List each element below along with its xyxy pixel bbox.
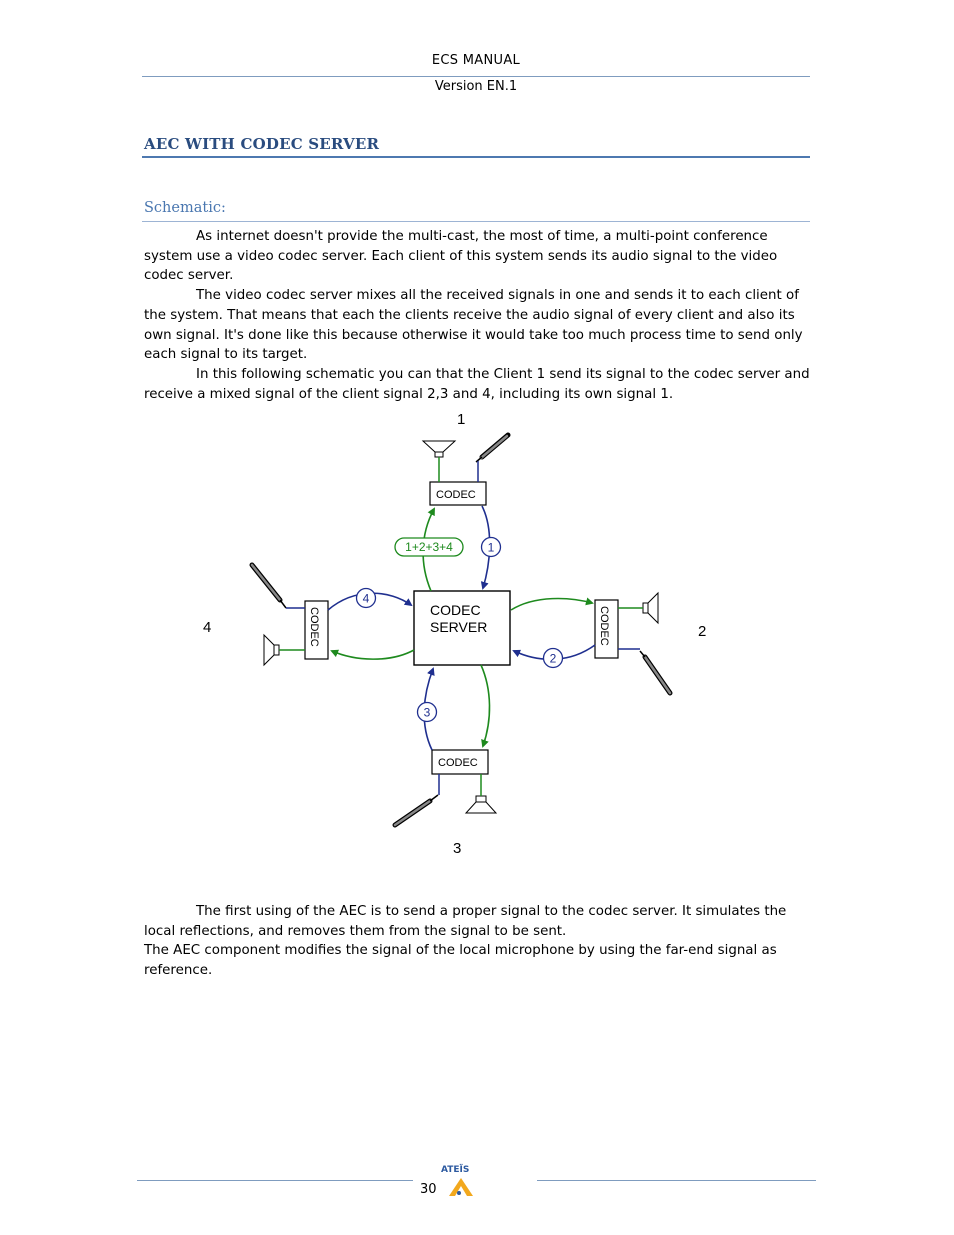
codec-box-client-1	[430, 482, 486, 505]
client-label-3: 3	[453, 840, 462, 857]
mix-badge-label: 1+2+3+4	[405, 540, 453, 554]
codec-box-client-3	[432, 750, 488, 774]
svg-text:4: 4	[362, 591, 370, 606]
footer-rule-right	[537, 1180, 816, 1181]
microphone-icon	[395, 795, 438, 825]
client-label-2: 2	[698, 623, 707, 640]
svg-text:3: 3	[423, 705, 431, 720]
microphone-icon	[252, 565, 286, 608]
signal-badge-1	[482, 538, 501, 557]
paragraph-4: The first using of the AEC is to send a proper signal to the codec server. It simulates the local reflections, and removes them from the signal to be sent.	[144, 904, 787, 939]
signal-badge-4	[357, 589, 376, 608]
paragraph-5: The AEC component modifies the signal of the local microphone by using the far-end signal as reference.	[144, 943, 777, 979]
paragraph-3: In this following schematic you can that the Client 1 send its signal to the codec server and receive a mixed signal of the client signal 2,3 and 4, including its own signal 1.	[144, 367, 810, 402]
paragraph-1: As internet doesn't provide the multi-cast, the most of time, a multi-point conference system use a video codec server. Each client of this system sends its audio signal to the video codec server.	[144, 229, 778, 284]
aec-paragraphs	[144, 902, 810, 981]
client-label-1: 1	[457, 411, 466, 428]
header-title: ECS MANUAL	[431, 53, 521, 68]
mix-badge	[395, 538, 463, 556]
server-label-line2: SERVER	[430, 619, 488, 635]
mix-to-client-4-arrow	[332, 650, 414, 659]
footer-rule-left	[137, 1180, 413, 1181]
paragraph-2: The video codec server mixes all the received signals in one and sends it to each client of the system. That means that each the clients receive the audio signal of every client and also its own signal. It's done like this because otherwise it would take too much process time to send only each signal to its target.	[144, 288, 803, 363]
codec-server-box	[414, 591, 510, 665]
section-title: AEC WITH CODEC SERVER	[144, 135, 380, 153]
mix-to-client-3-arrow	[481, 665, 490, 746]
codec-label-4: CODEC	[308, 607, 320, 647]
mix-to-client-2-arrow	[511, 599, 592, 610]
speaker-icon	[643, 593, 658, 623]
codec-box-client-4	[305, 601, 328, 659]
header-version: Version EN.1	[434, 79, 518, 94]
speaker-icon	[423, 441, 455, 457]
microphone-icon	[476, 435, 508, 462]
client-label-4: 4	[203, 619, 212, 636]
signal-badge-3	[418, 703, 437, 722]
page-number: 30	[420, 1182, 437, 1197]
section-rule	[142, 156, 810, 158]
schematic-intro	[144, 365, 810, 404]
codec-label-3: CODEC	[438, 757, 478, 769]
intro-paragraphs	[144, 227, 810, 365]
logo-text: ATEÏS	[441, 1165, 470, 1175]
speaker-icon	[264, 635, 279, 665]
codec-label-2: CODEC	[598, 606, 610, 646]
subsection-title: Schematic:	[144, 200, 226, 216]
codec-box-client-2	[595, 600, 618, 658]
speaker-icon	[466, 796, 496, 813]
svg-text:1: 1	[487, 540, 495, 555]
server-label-line1: CODEC	[430, 602, 481, 618]
signal-badge-2	[544, 649, 563, 668]
subsection-rule	[142, 221, 810, 222]
header-rule	[142, 76, 810, 77]
ateis-logo	[441, 1163, 481, 1199]
codec-server-schematic	[190, 405, 710, 860]
microphone-icon	[640, 651, 670, 693]
svg-text:2: 2	[549, 651, 557, 666]
codec-label-1: CODEC	[436, 489, 476, 501]
